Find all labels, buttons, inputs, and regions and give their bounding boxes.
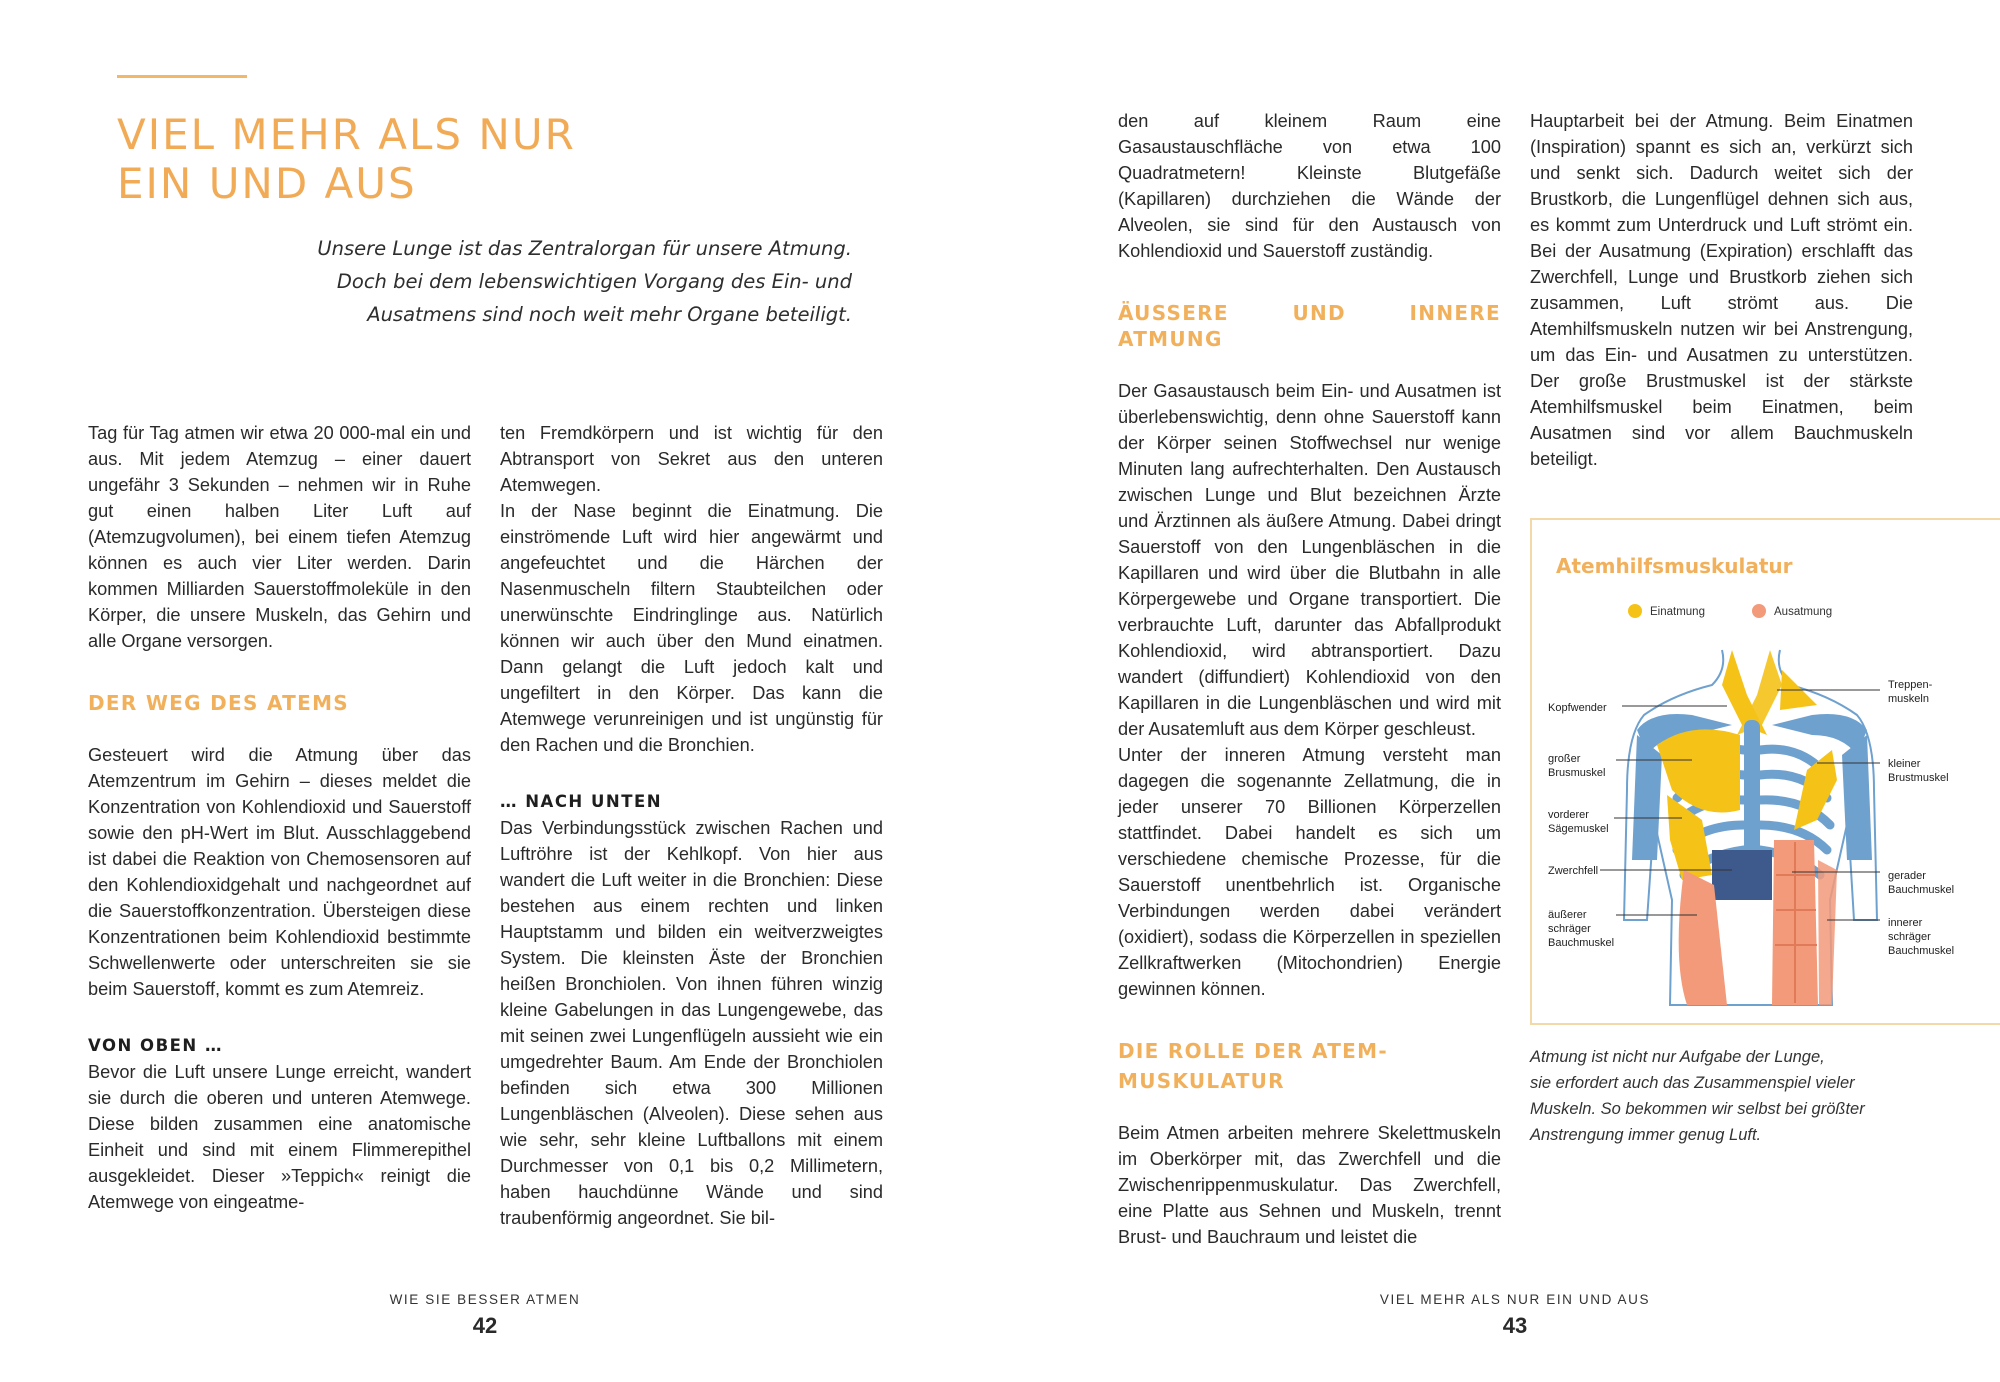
paragraph: Bevor die Luft unsere Lunge erreicht, wandert sie durch die oberen und unteren Atemwege. Diese bilden zusammen eine anatomische Einheit und sind mit einem Flimmerepithel ausgekleidet. Dieser »Teppich« reinigt die Atemwege von eingeatme-	[88, 1062, 471, 1212]
sternum	[1744, 720, 1760, 860]
label-kleiner-1: kleiner	[1888, 758, 1921, 770]
paragraph: Beim Atmen arbeiten mehrere Skelettmuskeln im Oberkörper mit, das Zwerchfell und die Zwischenrippenmuskulatur. Das Zwerchfell, eine Platte aus Sehnen und Muskeln, trennt Brust- und Bauchraum und leistet die	[1118, 1123, 1501, 1247]
text-column-4	[1530, 108, 1913, 472]
label-treppen-1: Treppen-	[1888, 679, 1933, 691]
text-column-1	[88, 420, 471, 1215]
paragraph: den auf kleinem Raum eine Gasaustauschfläche von etwa 100 Quadratmetern! Kleinste Blutgefäße (Kapillaren) durchziehen die Wände der Alveolen, sie sind für den Austausch von Kohlendioxid und Sauerstoff zuständig.	[1118, 111, 1501, 261]
arm-bone	[1842, 735, 1872, 860]
paragraph: ten Fremdkörpern und ist wichtig für den Abtransport von Sekret aus den unteren Atemwegen.	[500, 423, 883, 495]
caption-line: sie erfordert auch das Zusammenspiel vieler	[1530, 1074, 1855, 1092]
figure-caption	[1530, 1044, 1950, 1148]
paragraph: Unter der inneren Atmung versteht man dagegen die sogenannte Zellatmung, die in jeder unserer 70 Billionen Körperzellen stattfindet. Dabei handelt es sich um verschiedene chemische Prozesse, für die Sauerstoff unentbehrlich ist. Organische Verbindungen werden dabei verändert (oxidiert), sodass die Körperzellen in speziellen Zellkraftwerken (Mitochondrien) Energie gewinnen können.	[1118, 745, 1501, 999]
label-gerader-2: Bauchmuskel	[1888, 884, 1955, 896]
legend-label: Einatmung	[1650, 606, 1705, 618]
figure-title: Atemhilfsmuskulatur	[1556, 554, 1793, 578]
paragraph: In der Nase beginnt die Einatmung. Die einströmende Luft wird hier angewärmt und angefeuchtet und die Härchen der Nasenmuscheln filtern Staubteilchen oder unerwünschte Eindringlinge aus. Natürlich können wir auch über den Mund einatmen. Dann gelangt die Luft jedoch kalt und ungefiltert in den Körper. Das kann die Atemwege verunreinigen und ist ungünstig für den Rachen und die Bronchien.	[500, 501, 883, 755]
zwerchfell	[1712, 850, 1772, 900]
paragraph: Das Verbindungsstück zwischen Rachen und Luftröhre ist der Kehlkopf. Von hier aus wandert die Luft weiter in die Bronchien: Diese bestehen aus einem rechten und linken Hauptstamm und bilden ein weitverzweigtes System. Die kleinsten Äste der Bronchien heißen Bronchiolen. Von ihnen führen winzig kleine Gabelungen in das Lungengewebe, das mit seinen zwei Lungenflügeln aussieht wie ein umgedrehter Baum. Am Ende der Bronchiolen befinden sich etwa 300 Millionen Lungenbläschen (Alveolen). Diese sehen aus wie sehr, sehr kleine Luftballons mit einem Durchmesser von 0,1 bis 0,2 Millimetern, haben hauchdünne Wände und sind traubenförmig angeordnet. Sie bil-	[500, 818, 883, 1228]
title-line-1: VIEL MEHR ALS NUR	[117, 110, 576, 159]
subsection-heading: VON OBEN …	[88, 1036, 223, 1055]
title-rule	[117, 75, 247, 78]
label-innerer-2: schräger	[1888, 931, 1931, 943]
paragraph: Der Gasaustausch beim Ein- und Ausatmen ist überlebenswichtig, denn ohne Sauerstoff kann der Körper seinen Stoffwechsel nur wenige Minuten lang aufrechterhalten. Den Austausch zwischen Lunge und Blut bezeichnen Ärzte und Ärztinnen als äußere Atmung. Dabei dringt Sauerstoff von den Lungenbläschen in die Kapillaren und wird über die Blutbahn in alle Körpergewebe und Organe transportiert. Die verbrauchte Luft, darunter das Abfallprodukt Kohlendioxid, wird abtransportiert. Dazu wandert (diffundiert) Kohlendioxid von den Kapillaren in die Lungenbläschen und wird mit der Ausatemluft aus dem Körper geschleust.	[1118, 381, 1501, 739]
label-innerer-3: Bauchmuskel	[1888, 945, 1955, 957]
label-grosser-1: großer	[1548, 753, 1581, 765]
page-number: 42	[472, 1313, 498, 1338]
section-heading: DER WEG DES ATEMS	[88, 691, 349, 715]
section-heading	[1118, 1038, 1501, 1094]
paragraph: Gesteuert wird die Atmung über das Atemzentrum im Gehirn – dieses meldet die Konzentration von Kohlendioxid und Sauerstoff sowie den pH-Wert im Blut. Ausschlaggebend ist dabei die Reaktion von Chemosensoren auf den Kohlendioxidgehalt und nachgeordnet auf die Sauerstoffkonzentration. Übersteigen diese Konzentrationen beim Kohlendioxid bestimmte Schwellenwerte oder unterschreiten sie sie beim Sauerstoff, kommt es zum Atemreiz.	[88, 745, 471, 999]
figure-box	[1530, 518, 2000, 1025]
label-schraeg-1: äußerer	[1548, 909, 1587, 921]
label-kopfwender: Kopfwender	[1548, 702, 1607, 714]
page-number: 43	[1502, 1313, 1528, 1338]
label-kleiner-2: Brustmuskel	[1888, 772, 1949, 784]
lead-line-3: Ausatmens sind noch weit mehr Organe beteiligt.	[367, 303, 852, 326]
paragraph: Tag für Tag atmen wir etwa 20 000-mal ein und aus. Mit jedem Atemzug – einer dauert ungefähr 3 Sekunden – nehmen wir in Ruhe gut einen halben Liter Luft auf (Atemzugvolumen), bei einem tiefen Atemzug können es auch vier Liter werden. Darin kommen Milliarden Sauerstoffmoleküle in den Körper, die unsere Muskeln, das Gehirn und alle Organe versorgen.	[88, 423, 471, 651]
arm-bone	[1632, 735, 1662, 860]
running-footer: WIE SIE BESSER ATMEN	[389, 1292, 581, 1307]
page-title	[117, 110, 576, 208]
paragraph: Hauptarbeit bei der Atmung. Beim Einatmen (Inspiration) spannt es sich an, verkürzt sich und senkt sich. Dadurch weitet sich der Brustkorb, die Lungenflügel dehnen sich aus, es kommt zum Unterdruck und Luft strömt ein. Bei der Ausatmung (Expiration) erschlafft das Zwerchfell, Lunge und Brustkorb ziehen sich zusammen, Luft strömt aus. Die Atemhilfsmuskeln nutzen wir bei Anstrengung, um das Ein- und Ausatmen zu unterstützen. Der große Brustmuskel ist der stärkste Atemhilfsmuskel beim Einatmen, beim Ausatmen sind vor allem Bauchmuskeln beteiligt.	[1530, 111, 1913, 469]
label-saege-2: Sägemuskel	[1548, 823, 1609, 835]
muscle-illustration	[1532, 520, 2000, 1023]
text-column-3	[1118, 108, 1501, 1250]
label-innerer-1: innerer	[1888, 917, 1923, 929]
label-gerader-1: gerader	[1888, 870, 1926, 882]
lead-line-1: Unsere Lunge ist das Zentralorgan für unsere Atmung.	[317, 237, 852, 260]
label-grosser-2: Brusmuskel	[1548, 767, 1606, 779]
title-line-2: EIN UND AUS	[117, 159, 417, 208]
legend-label: Ausatmung	[1774, 606, 1833, 618]
label-schraeg-3: Bauchmuskel	[1548, 937, 1615, 949]
caption-line: Anstrengung immer genug Luft.	[1530, 1126, 1762, 1144]
lead-text	[270, 232, 852, 331]
running-footer: VIEL MEHR ALS NUR EIN UND AUS	[1379, 1292, 1651, 1307]
innerer-schraeger-bauchmuskel	[1818, 860, 1837, 1005]
label-saege-1: vorderer	[1548, 809, 1589, 821]
heading-line-2: MUSKULATUR	[1118, 1069, 1285, 1093]
text-column-2	[500, 420, 883, 1231]
subsection-heading: … NACH UNTEN	[500, 792, 663, 811]
caption-line: Muskeln. So bekommen wir selbst bei größter	[1530, 1100, 1865, 1118]
lead-line-2: Doch bei dem lebenswichtigen Vorgang des Ein- und	[336, 270, 852, 293]
section-heading: ÄUSSERE UND INNERE ATMUNG	[1118, 301, 1501, 351]
label-treppen-2: muskeln	[1888, 693, 1929, 705]
label-zwerchfell: Zwerchfell	[1548, 865, 1599, 877]
heading-line-1: DIE ROLLE DER ATEM-	[1118, 1039, 1388, 1063]
label-schraeg-2: schräger	[1548, 923, 1591, 935]
caption-line: Atmung ist nicht nur Aufgabe der Lunge,	[1530, 1048, 1825, 1066]
